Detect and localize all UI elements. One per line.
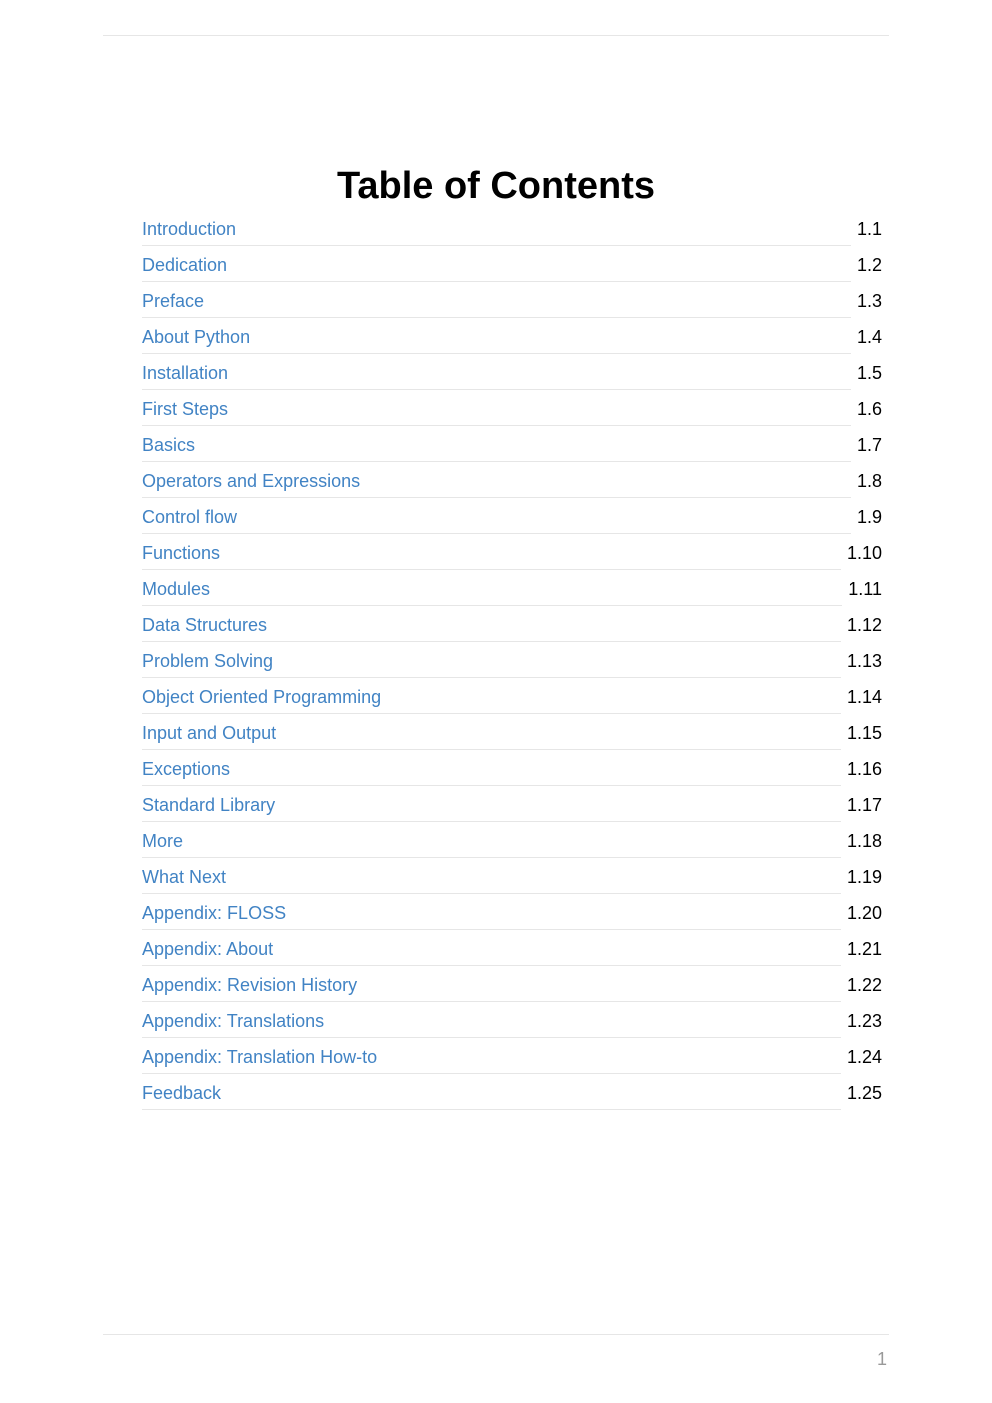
toc-entry-divider — [142, 392, 851, 426]
toc-entry-divider — [142, 608, 841, 642]
toc-section-number: 1.5 — [856, 363, 882, 383]
toc-section-number: 1.6 — [856, 399, 882, 419]
toc-entry-divider — [142, 644, 841, 678]
page-title: Table of Contents — [336, 165, 656, 208]
toc-section-number: 1.12 — [846, 615, 882, 635]
toc-link[interactable]: Object Oriented Programming — [142, 687, 382, 707]
toc-entry — [142, 1076, 882, 1112]
toc-section-number: 1.17 — [846, 795, 882, 815]
toc-entry — [142, 896, 882, 932]
toc-section-number: 1.4 — [856, 327, 882, 347]
toc-link[interactable]: About Python — [142, 327, 251, 347]
toc-link[interactable]: Standard Library — [142, 795, 276, 815]
toc-entry — [142, 500, 882, 536]
toc-entry-divider — [142, 320, 851, 354]
toc-entry — [142, 716, 882, 752]
toc-section-number: 1.19 — [846, 867, 882, 887]
toc-entry — [142, 680, 882, 716]
toc-link[interactable]: Functions — [142, 543, 221, 563]
toc-entry — [142, 824, 882, 860]
toc-entry-divider — [142, 500, 851, 534]
toc-link[interactable]: Installation — [142, 363, 229, 383]
toc-entry — [142, 536, 882, 572]
toc-section-number: 1.7 — [856, 435, 882, 455]
toc-link[interactable]: Basics — [142, 435, 196, 455]
toc-entry — [142, 1040, 882, 1076]
toc-link[interactable]: Preface — [142, 291, 205, 311]
toc-entry-divider — [142, 788, 841, 822]
toc-section-number: 1.20 — [846, 903, 882, 923]
toc-entry-divider — [142, 356, 851, 390]
toc-entry — [142, 392, 882, 428]
toc-section-number: 1.8 — [856, 471, 882, 491]
toc-entry-divider — [142, 572, 842, 606]
toc-entry — [142, 320, 882, 356]
toc-link[interactable]: Control flow — [142, 507, 238, 527]
toc-entry-divider — [142, 968, 841, 1002]
toc-link[interactable]: Feedback — [142, 1083, 222, 1103]
toc-section-number: 1.23 — [846, 1011, 882, 1031]
toc-entry-divider — [142, 860, 841, 894]
toc-link[interactable]: Appendix: Revision History — [142, 975, 358, 995]
toc-link[interactable]: Dedication — [142, 255, 228, 275]
toc-section-number: 1.24 — [846, 1047, 882, 1067]
toc-link[interactable]: Appendix: Translations — [142, 1011, 325, 1031]
toc-entry-divider — [142, 1076, 841, 1110]
toc-entry — [142, 212, 882, 248]
toc-entry — [142, 968, 882, 1004]
toc-link[interactable]: Problem Solving — [142, 651, 274, 671]
page-number: 1 — [876, 1349, 887, 1369]
toc-entry-divider — [142, 680, 841, 714]
toc-entry-divider — [142, 248, 851, 282]
toc-entry-divider — [142, 752, 841, 786]
toc-entry — [142, 572, 882, 608]
toc-entry — [142, 644, 882, 680]
toc-entry — [142, 788, 882, 824]
toc-entry — [142, 284, 882, 320]
toc-section-number: 1.13 — [846, 651, 882, 671]
toc-entry-divider — [142, 212, 851, 246]
toc-entry — [142, 752, 882, 788]
toc-section-number: 1.10 — [846, 543, 882, 563]
toc-entry-divider — [142, 932, 841, 966]
toc-section-number: 1.14 — [846, 687, 882, 707]
toc-entry-divider — [142, 1004, 841, 1038]
toc-link[interactable]: Operators and Expressions — [142, 471, 361, 491]
toc-section-number: 1.22 — [846, 975, 882, 995]
toc-section-number: 1.3 — [856, 291, 882, 311]
toc-section-number: 1.9 — [856, 507, 882, 527]
toc-link[interactable]: First Steps — [142, 399, 229, 419]
toc-link[interactable]: Input and Output — [142, 723, 277, 743]
toc-section-number: 1.15 — [846, 723, 882, 743]
toc-entry-divider — [142, 284, 851, 318]
toc-section-number: 1.25 — [846, 1083, 882, 1103]
toc-entry — [142, 608, 882, 644]
toc-section-number: 1.21 — [846, 939, 882, 959]
toc-entry — [142, 248, 882, 284]
toc-link[interactable]: Exceptions — [142, 759, 231, 779]
toc-section-number: 1.1 — [856, 219, 882, 239]
toc-entry — [142, 932, 882, 968]
toc-entry-divider — [142, 428, 851, 462]
toc-entry-divider — [142, 536, 841, 570]
toc-link[interactable]: Appendix: About — [142, 939, 274, 959]
toc-entry-divider — [142, 1040, 841, 1074]
toc-list — [142, 212, 882, 1112]
toc-link[interactable]: More — [142, 831, 184, 851]
toc-entry-divider — [142, 824, 841, 858]
toc-link[interactable]: What Next — [142, 867, 227, 887]
toc-section-number: 1.16 — [846, 759, 882, 779]
header-divider — [103, 35, 889, 36]
toc-section-number: 1.2 — [856, 255, 882, 275]
toc-link[interactable]: Introduction — [142, 219, 237, 239]
toc-entry-divider — [142, 896, 841, 930]
toc-entry-divider — [142, 716, 841, 750]
toc-link[interactable]: Appendix: Translation How-to — [142, 1047, 378, 1067]
toc-link[interactable]: Data Structures — [142, 615, 268, 635]
toc-entry — [142, 464, 882, 500]
footer-divider — [103, 1334, 889, 1335]
toc-link[interactable]: Modules — [142, 579, 211, 599]
toc-entry — [142, 1004, 882, 1040]
toc-entry — [142, 356, 882, 392]
toc-entry — [142, 860, 882, 896]
toc-entry-divider — [142, 464, 851, 498]
toc-entry — [142, 428, 882, 464]
toc-section-number: 1.11 — [848, 579, 882, 599]
toc-link[interactable]: Appendix: FLOSS — [142, 903, 287, 923]
toc-section-number: 1.18 — [846, 831, 882, 851]
